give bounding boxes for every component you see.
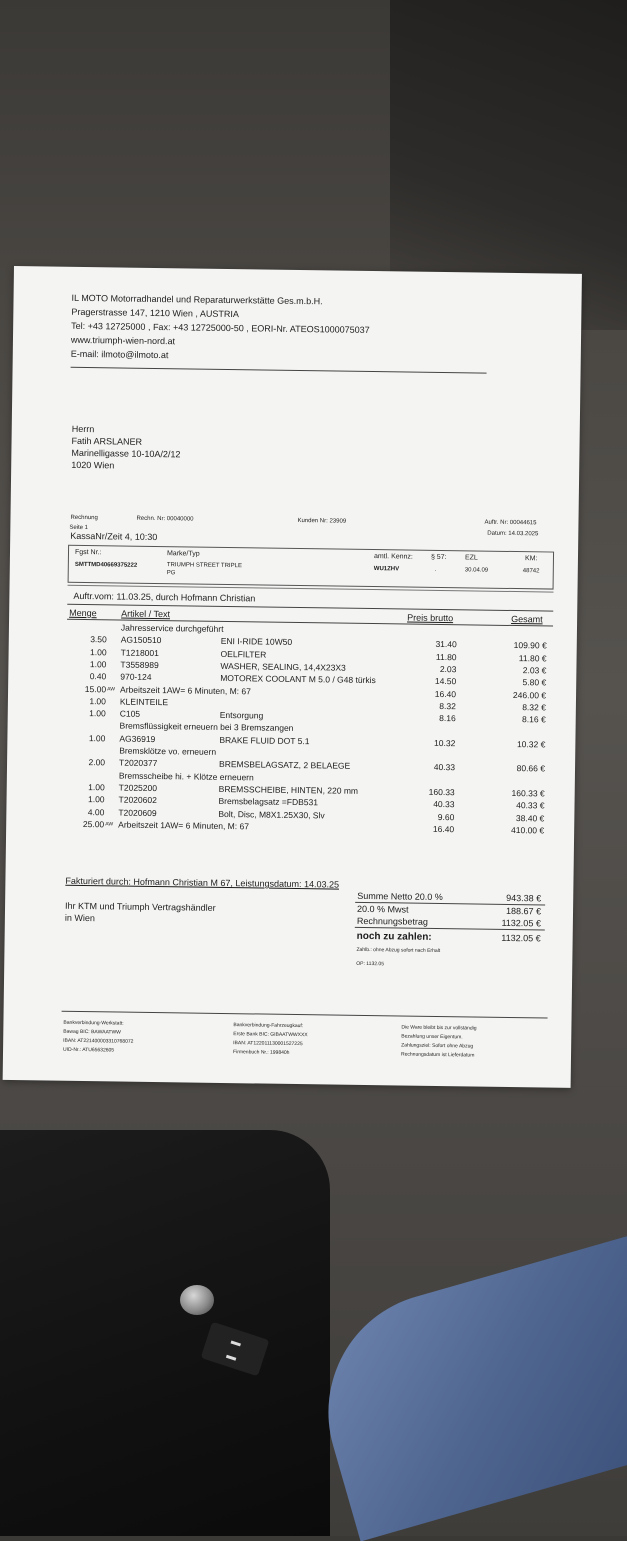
bank1-line-3: IBAN: AT221400003310768072 [63,1037,134,1045]
op-note: OP: 1132.05 [356,960,385,968]
description: OELFILTER [220,648,267,660]
unit-price: 11.80 [435,651,457,662]
order-from: Auftr.vom: 11.03.25, durch Hofmann Christian [73,590,256,604]
qty: 1.00 [90,646,107,657]
line-total: 410.00 € [511,824,545,836]
unit-price: 31.40 [435,639,457,650]
article: Arbeitszeit 1AW= 6 Minuten, M: 67 [118,819,250,832]
unit-price: 8.32 [439,700,456,712]
terms-line-3: Zahlungsziel: Sofort ohne Abzug [401,1042,474,1050]
km-value: 48742 [522,568,540,575]
bank2-line-3: IBAN: AT122011130001527225 [233,1040,303,1048]
unit-price: 16.40 [434,688,457,699]
netto-value: 943.38 € [506,892,542,904]
qty: 15.00 [84,683,107,694]
bank1-line-4: UID-Nr.: ATU65632605 [63,1046,115,1054]
article: KLEINTEILE [119,696,169,707]
qty: 25.00 [82,818,105,830]
qty: 4.00 [87,806,105,817]
unit-price: 160.33 [428,786,455,798]
mwst-label: 20.0 % Mwst [356,903,409,915]
unit-price: 2.03 [439,663,457,675]
description: Bolt, Disc, M8X1.25X30, Slv [218,808,325,820]
article: AG150510 [120,634,162,646]
bank2-line-2: Erste Bank BIC: GIBAATWWXXX [233,1031,308,1039]
recipient-salutation: Herrn [71,423,95,435]
page-number: Seite 1 [69,524,89,532]
bank1-line-1: Bankverbindung-Werkstatt: [63,1019,124,1027]
fgst-value: SMTTMD40669375222 [74,561,138,569]
ezl-value: 30.04.09 [464,567,489,574]
line-total: 40.33 € [516,800,545,811]
recipient-name: Fatih ARSLANER [71,435,143,447]
article: T2020609 [118,807,157,818]
terms-line-2: Bezahlung unser Eigentum. [401,1033,463,1041]
unit: AW [107,685,116,692]
unit-price: 16.40 [432,823,455,834]
jeans-fabric [300,1236,627,1541]
marke-value: TRIUMPH STREET TRIPLE [166,562,242,570]
description: MOTOREX COOLANT M 5.0 / G48 türkis [220,673,376,686]
line-total: 109.90 € [513,640,547,651]
unit-price: 40.33 [433,762,456,773]
marke-value-2: PG [166,570,176,577]
marke-label: Marke/Typ [166,550,200,558]
line-total: 160.33 € [511,787,545,799]
unit: AW [105,821,114,828]
fgst-label: Fgst Nr.: [74,548,102,557]
line-total: 38.40 € [515,812,545,823]
bank1-line-2: Bawag BIC: BAWAATWW [63,1028,121,1036]
bank-rule [62,1011,548,1019]
bank2-line-4: Firmenbuch Nr.: 199840h [233,1049,290,1056]
article: 970-124 [120,671,152,683]
article: AG36919 [119,733,156,744]
qty: 2.00 [88,757,106,768]
unit-price: 40.33 [433,799,455,810]
kassa-info: KassaNr/Zeit 4, 10:30 [70,530,158,543]
note-text: Bremsscheibe hi. + Klötze erneuern [118,770,254,782]
zahlen-label: noch zu zahlen: [356,930,432,943]
bank-col-2 [233,1021,308,1058]
line-total: 80.66 € [516,763,546,774]
mwst-value: 188.67 € [505,905,542,917]
dealer-line-1: Ihr KTM und Triumph Vertragshändler [65,900,216,913]
qty: 1.00 [89,708,106,719]
bank-col-1 [63,1019,134,1056]
company-address: Pragerstrasse 147, 1210 Wien , AUSTRIA [71,306,239,320]
company-name: IL MOTO Motorradhandel und Reparaturwerkstätte Ges.m.b.H. [71,292,323,307]
bank2-line-1: Bankverbindung-Fahrzeugkauf: [233,1022,304,1030]
kennz-value: WU1ZHV [373,566,400,573]
par57-value: . [434,566,437,573]
description: BREMSSCHEIBE, HINTEN, 220 mm [218,783,359,796]
terms-line-1: Die Ware bleibt bis zur vollständig [401,1024,477,1032]
fakturiert-line: Fakturiert durch: Hofmann Christian M 67, Leistungsdatum: 14.03.25 [65,875,340,890]
km-label: KM: [524,555,538,563]
unit-price: 9.60 [437,811,455,822]
article: T3558989 [120,659,159,670]
qty: 0.40 [89,671,107,682]
col-artikel: Artikel / Text [121,608,171,620]
recipient-city: 1020 Wien [71,459,115,471]
article: C105 [119,708,141,719]
doc-type: Rechnung [70,514,98,522]
description: Bremsbelagsatz =FDB531 [218,796,319,808]
black-jacket [0,1130,330,1536]
qty: 1.00 [89,658,107,670]
line-total: 8.16 € [522,714,546,725]
vehicle-box [68,545,554,590]
description: BREMSBELAGSATZ, 2 BELAEGE [218,759,351,772]
zahlen-value: 1132.05 € [501,932,541,944]
col-preis: Preis brutto [407,612,454,624]
ezl-label: EZL [464,554,478,562]
snap-button [180,1285,214,1315]
description: Entsorgung [219,710,264,721]
article: Arbeitszeit 1AW= 6 Minuten, M: 67 [120,684,251,696]
description: BRAKE FLUID DOT 5.1 [219,734,310,746]
col-gesamt: Gesamt [511,613,543,625]
note-text: Jahresservice durchgeführt [120,622,224,634]
qty: 1.00 [89,695,107,707]
betrag-label: Rechnungsbetrag [356,915,429,927]
customer-number: Kunden Nr: 23909 [297,517,347,525]
qty: 1.00 [88,781,105,793]
company-phone: Tel: +43 12725000 , Fax: +43 12725000-50 , EORI-Nr. ATEOS1000075037 [71,320,370,335]
line-total: 246.00 € [512,689,547,700]
description: WASHER, SEALING, 14,4X23X3 [220,660,346,673]
line-total: 2.03 € [522,665,547,676]
terms-line-4: Rechnungsdatum ist Lieferdatum [400,1051,475,1059]
line-total: 10.32 € [516,738,546,750]
recipient-street: Marinelligasse 10-10A/2/12 [71,447,181,460]
line-total: 8.32 € [522,701,546,713]
netto-label: Summe Netto 20.0 % [357,890,443,903]
article: T1218001 [120,647,159,658]
order-number: Auftr. Nr: 00044615 [484,519,537,527]
note-text: Bremsflüssigkeit erneuern bei 3 Bremszangen [119,720,294,734]
qty: 1.00 [87,794,105,805]
header-divider [71,367,487,374]
dealer-line-2: in Wien [64,912,95,924]
betrag-value: 1132.05 € [501,917,541,929]
unit-price: 14.50 [434,676,457,687]
kennz-label: amtl. Kennz: [373,553,413,561]
invoice-paper [3,266,582,1088]
description: ENI I-RIDE 10W50 [220,636,293,648]
company-web: www.triumph-wien-nord.at [70,334,176,347]
line-total: 5.80 € [522,677,547,688]
article: T2020602 [118,794,157,806]
unit-price: 8.16 [439,713,456,724]
article: T2025200 [118,782,158,793]
unit-price: 10.32 [434,737,456,748]
line-total: 11.80 € [518,652,547,664]
zahlbar-note: Zahlb.: ohne Abzug sofort nach Erhalt [356,946,441,955]
qty: 3.50 [90,634,107,645]
company-email: E-mail: ilmoto@ilmoto.at [70,348,169,361]
invoice-date: Datum: 14.03.2025 [487,530,539,538]
article: T2020377 [119,757,158,769]
par57-label: § 57: [430,553,447,562]
invoice-number: Rechn. Nr: 00040000 [136,515,194,523]
qty: 1.00 [88,732,106,744]
col-menge: Menge [69,607,97,619]
bank-col-3 [401,1023,477,1060]
note-text: Bremsklötze vo. erneuern [119,745,217,757]
